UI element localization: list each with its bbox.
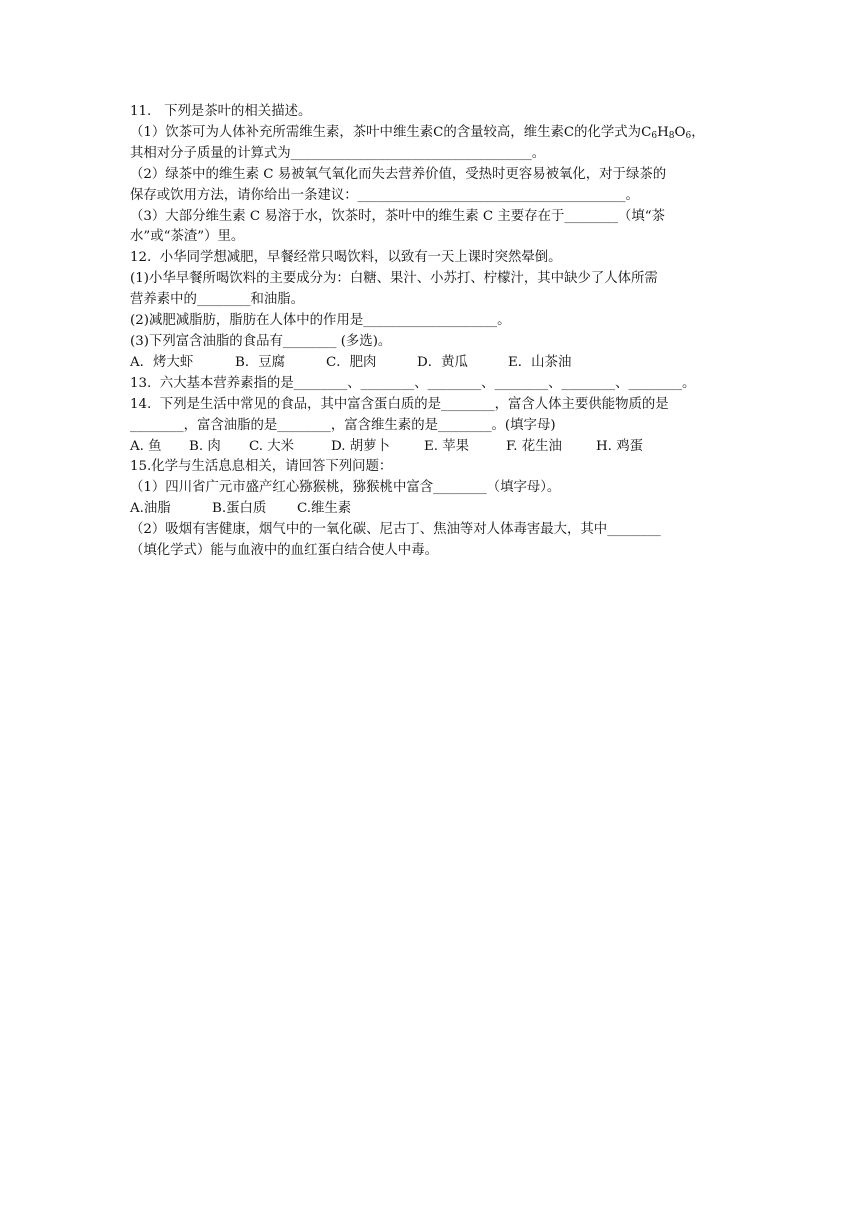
- question-11-part-2-line-1: （2）绿茶中的维生素 C 易被氧气氧化而失去营养价值，受热时更容易被氧化，对于绿茶的: [130, 166, 667, 182]
- question-12-part-2: (2)减肥减脂肪，脂肪在人体中的作用是____________________。: [130, 313, 511, 329]
- option: B．豆腐: [235, 354, 286, 370]
- option: B. 肉: [189, 438, 221, 454]
- option: A．烤大虾: [130, 354, 194, 370]
- option: E. 苹果: [424, 438, 470, 454]
- option: D．黄瓜: [417, 354, 468, 370]
- option: C．肥肉: [326, 354, 377, 370]
- question-14-options: [130, 437, 735, 458]
- option: C.维生素: [297, 501, 352, 517]
- question-13: 13. 六大基本营养素指的是________、________、________、________、________、________。: [130, 375, 696, 391]
- option: D. 胡萝卜: [331, 438, 390, 454]
- question-15-options: [130, 499, 735, 520]
- question-11-title: 11. 下列是茶叶的相关描述。: [130, 104, 312, 119]
- question-12-part-1-line-1: (1)小华早餐所喝饮料的主要成分为：白糖、果汁、小苏打、柠檬汁，其中缺少了人体所需: [130, 271, 658, 287]
- question-12-title: 12. 小华同学想减肥，早餐经常只喝饮料，以致有一天上课时突然晕倒。: [130, 250, 562, 266]
- formula-part: O: [674, 124, 686, 140]
- option: C. 大米: [249, 438, 295, 454]
- question-11-part-3-line-2: 水”或“茶渣”）里。: [130, 229, 245, 245]
- question-12-part-3: (3)下列富含油脂的食品有________ (多选)。: [130, 333, 392, 349]
- question-11-part-3-line-1: （3）大部分维生素 C 易溶于水，饮茶时，茶叶中的维生素 C 主要存在于________（填“茶: [130, 208, 665, 224]
- option: A.油脂: [130, 501, 171, 517]
- question-12-part-1-line-2: 营养素中的________和油脂。: [130, 292, 305, 308]
- worksheet: [130, 102, 735, 562]
- option: E．山茶油: [508, 354, 572, 370]
- punctuation: ，: [691, 124, 705, 140]
- option: F. 花生油: [506, 438, 562, 454]
- subscript: 8: [668, 130, 675, 141]
- question-15-part-1: （1）四川省广元市盛产红心猕猴桃，猕猴桃中富含________（填字母）。: [130, 480, 561, 496]
- question-11-part-2-line-2: 保存或饮用方法，请你给出一条建议：________________________________________。: [130, 187, 639, 203]
- option: H. 鸡蛋: [596, 438, 643, 454]
- question-11-part-1-line-2: 其相对分子质量的计算式为____________________________________。: [130, 145, 546, 161]
- subscript: 6: [685, 130, 692, 141]
- formula-part: H: [657, 124, 669, 140]
- question-15-part-2-line-2: （填化学式）能与血液中的血红蛋白结合使人中毒。: [130, 543, 438, 559]
- q11-p1-text: （1）饮茶可为人体补充所需维生素，茶叶中维生素C的含量较高，维生素C的化学式为C: [130, 124, 652, 140]
- question-14-line-2: ________，富含油脂的是________，富含维生素的是________。(填字母): [130, 417, 556, 433]
- option: B.蛋白质: [212, 501, 267, 517]
- question-11-part-1-line-1: [130, 123, 735, 144]
- question-15-part-2-line-1: （2）吸烟有害健康，烟气中的一氧化碳、尼古丁、焦油等对人体毒害最大，其中________: [130, 522, 661, 538]
- option: A. 鱼: [130, 438, 162, 454]
- question-12-options: [130, 353, 735, 374]
- question-15-title: 15.化学与生活息息相关，请回答下列问题：: [130, 459, 393, 475]
- question-14-line-1: 14. 下列是生活中常见的食品，其中富含蛋白质的是________，富含人体主要供能物质的是: [130, 396, 669, 412]
- subscript: 6: [651, 130, 658, 141]
